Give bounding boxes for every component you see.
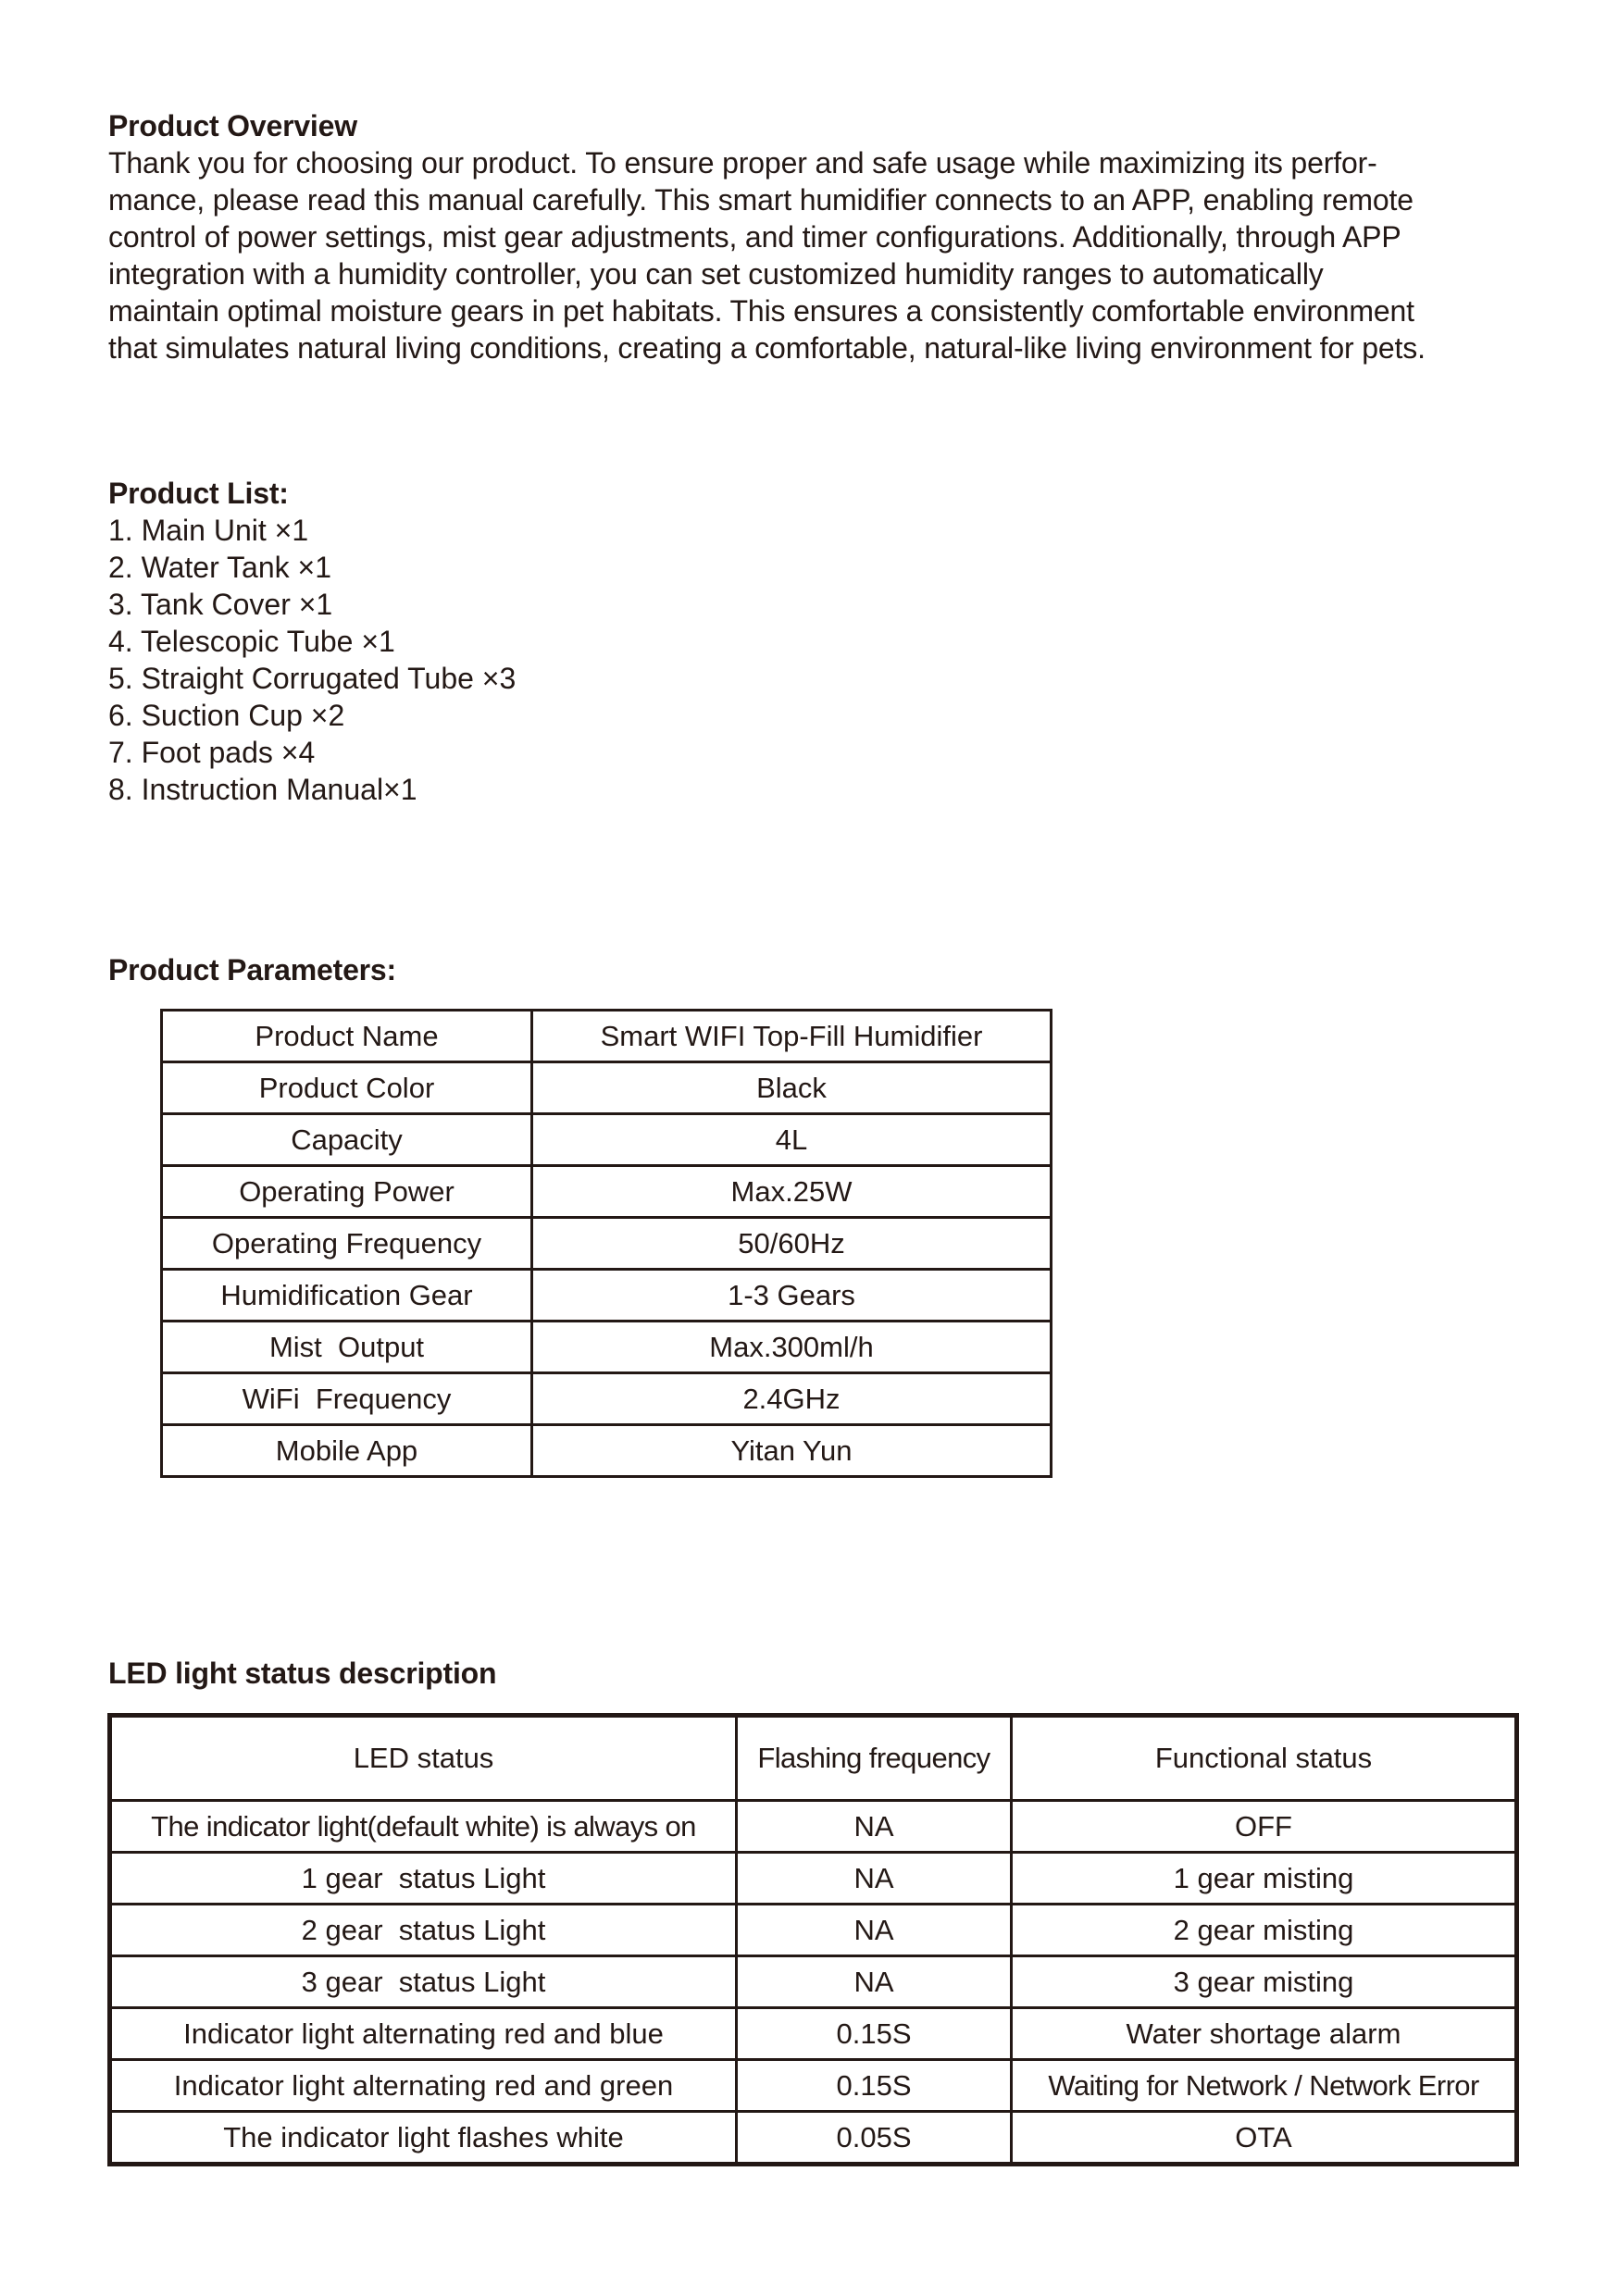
parameters-table: [160, 1009, 1052, 1478]
flashing-frequency-cell: NA: [737, 1905, 1012, 1956]
functional-status-cell: OFF: [1012, 1801, 1517, 1853]
overview-title: Product Overview: [108, 109, 357, 143]
flashing-frequency-cell: NA: [737, 1801, 1012, 1853]
param-label: Product Name: [162, 1011, 532, 1062]
table-row: [162, 1166, 1052, 1218]
functional-status-cell: 2 gear misting: [1012, 1905, 1517, 1956]
flashing-frequency-cell: 0.15S: [737, 2008, 1012, 2060]
flashing-frequency-cell: NA: [737, 1956, 1012, 2008]
table-row: [162, 1425, 1052, 1477]
table-row: [110, 1956, 1517, 2008]
param-label: Mobile App: [162, 1425, 532, 1477]
table-row: [110, 1801, 1517, 1853]
led-status-cell: Indicator light alternating red and blue: [110, 2008, 737, 2060]
functional-status-cell: OTA: [1012, 2112, 1517, 2165]
param-value: Smart WIFI Top-Fill Humidifier: [532, 1011, 1052, 1062]
param-value: Black: [532, 1062, 1052, 1114]
param-label: Mist Output: [162, 1322, 532, 1373]
led-status-cell: 1 gear status Light: [110, 1853, 737, 1905]
flashing-frequency-cell: 0.05S: [737, 2112, 1012, 2165]
functional-status-cell: Water shortage alarm: [1012, 2008, 1517, 2060]
column-header-flashing-frequency: Flashing frequency: [737, 1716, 1012, 1801]
list-item: 2. Water Tank ×1: [108, 551, 332, 584]
list-item: 3. Tank Cover ×1: [108, 588, 333, 621]
functional-status-cell: 1 gear misting: [1012, 1853, 1517, 1905]
led-status-cell: Indicator light alternating red and green: [110, 2060, 737, 2112]
table-row: [162, 1114, 1052, 1166]
functional-status-cell: Waiting for Network / Network Error: [1012, 2060, 1517, 2112]
table-row: [162, 1322, 1052, 1373]
led-title: LED light status description: [108, 1657, 497, 1690]
param-value: Yitan Yun: [532, 1425, 1052, 1477]
param-value: 2.4GHz: [532, 1373, 1052, 1425]
overview-line: maintain optimal moisture gears in pet habitats. This ensures a consistently comfortable environment: [108, 294, 1414, 328]
table-row: [110, 2112, 1517, 2165]
param-value: Max.300ml/h: [532, 1322, 1052, 1373]
table-row: [162, 1373, 1052, 1425]
overview-line: that simulates natural living conditions, creating a comfortable, natural-like living environment for pets.: [108, 331, 1426, 365]
list-item: 6. Suction Cup ×2: [108, 699, 345, 732]
led-status-cell: The indicator light(default white) is always on: [110, 1801, 737, 1853]
table-row: [110, 1853, 1517, 1905]
column-header-functional-status: Functional status: [1012, 1716, 1517, 1801]
table-row: [162, 1062, 1052, 1114]
overview-line: integration with a humidity controller, you can set customized humidity ranges to automatically: [108, 257, 1324, 291]
flashing-frequency-cell: NA: [737, 1853, 1012, 1905]
list-item: 1. Main Unit ×1: [108, 514, 309, 547]
param-value: 50/60Hz: [532, 1218, 1052, 1270]
led-status-cell: 2 gear status Light: [110, 1905, 737, 1956]
table-row: [110, 2008, 1517, 2060]
overview-line: control of power settings, mist gear adjustments, and timer configurations. Additionally, through APP: [108, 220, 1401, 254]
table-row: [162, 1218, 1052, 1270]
list-item: 4. Telescopic Tube ×1: [108, 625, 395, 658]
param-label: Humidification Gear: [162, 1270, 532, 1322]
overview-line: Thank you for choosing our product. To ensure proper and safe usage while maximizing its perfor-: [108, 146, 1377, 180]
param-label: WiFi Frequency: [162, 1373, 532, 1425]
table-header-row: [110, 1716, 1517, 1801]
list-item: 5. Straight Corrugated Tube ×3: [108, 662, 517, 695]
table-row: [110, 1905, 1517, 1956]
led-status-cell: The indicator light flashes white: [110, 2112, 737, 2165]
list-item: 8. Instruction Manual×1: [108, 773, 417, 806]
product-list-title: Product List:: [108, 477, 289, 510]
product-list: [108, 512, 516, 808]
param-label: Product Color: [162, 1062, 532, 1114]
column-header-led-status: LED status: [110, 1716, 737, 1801]
param-value: 1-3 Gears: [532, 1270, 1052, 1322]
table-row: [110, 2060, 1517, 2112]
overview-paragraph: [108, 144, 1426, 366]
table-row: [162, 1270, 1052, 1322]
param-label: Operating Frequency: [162, 1218, 532, 1270]
parameters-title: Product Parameters:: [108, 953, 396, 987]
param-label: Operating Power: [162, 1166, 532, 1218]
list-item: 7. Foot pads ×4: [108, 736, 316, 769]
flashing-frequency-cell: 0.15S: [737, 2060, 1012, 2112]
table-row: [162, 1011, 1052, 1062]
functional-status-cell: 3 gear misting: [1012, 1956, 1517, 2008]
param-label: Capacity: [162, 1114, 532, 1166]
led-status-cell: 3 gear status Light: [110, 1956, 737, 2008]
param-value: Max.25W: [532, 1166, 1052, 1218]
led-status-table: [107, 1713, 1519, 2166]
overview-line: mance, please read this manual carefully. This smart humidifier connects to an APP, enabling remote: [108, 183, 1414, 217]
param-value: 4L: [532, 1114, 1052, 1166]
